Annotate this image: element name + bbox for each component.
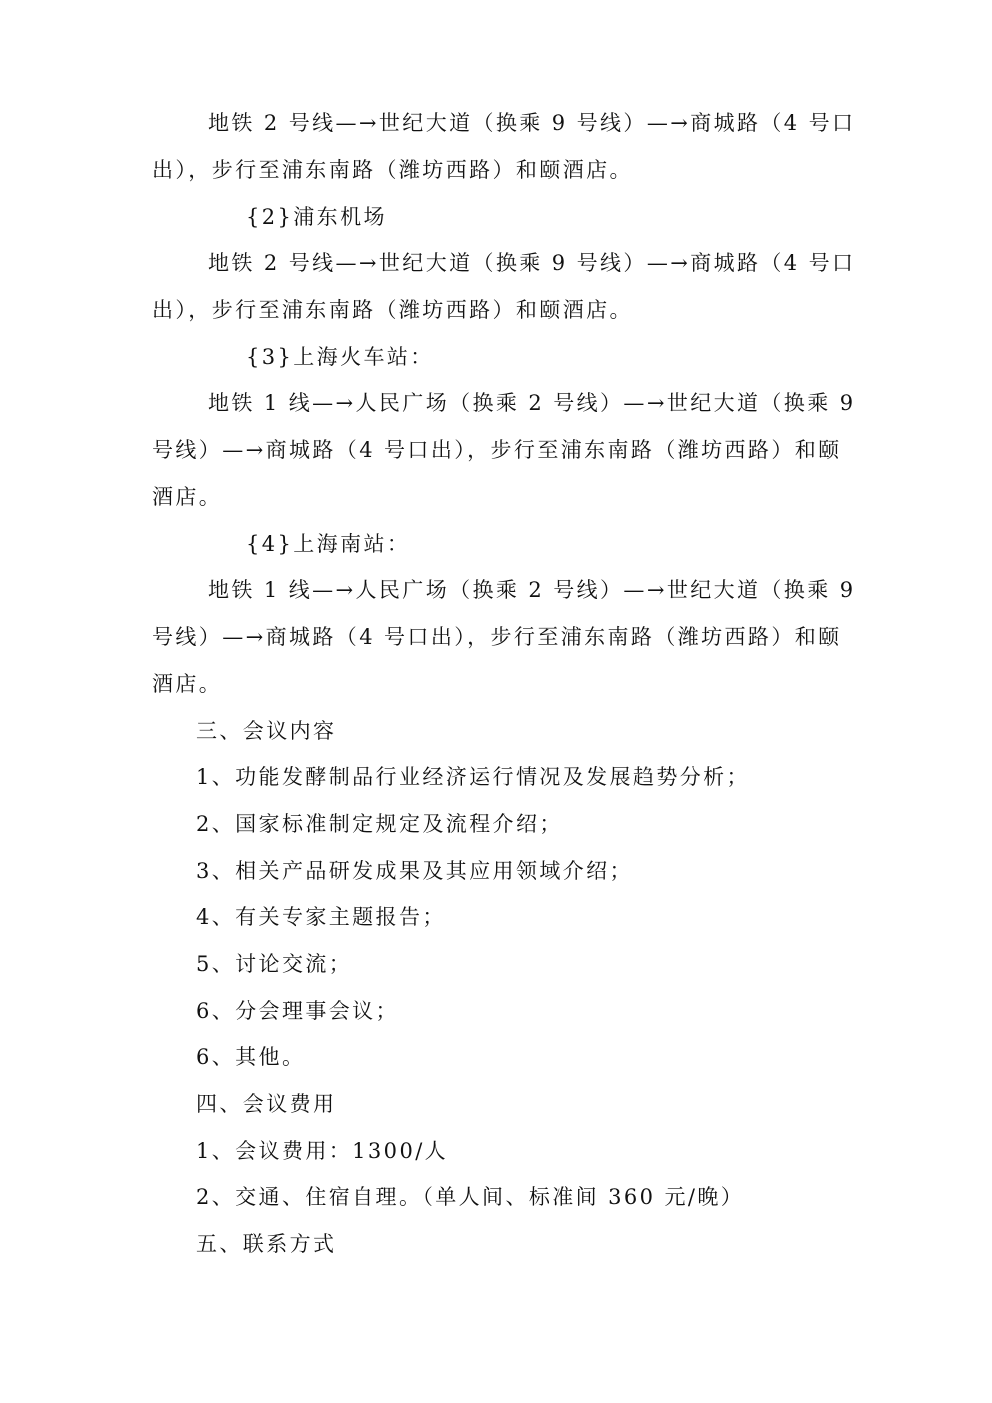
fee-item: 1、会议费用：1300/人 [196,1139,449,1163]
route4-line3: 酒店。 [152,672,223,696]
content-item: 2、国家标准制定规定及流程介绍； [196,812,563,836]
content-item: 4、有关专家主题报告； [196,905,446,929]
route3-line2: 号线）—→商城路（4 号口出），步行至浦东南路（潍坊西路）和颐 [152,438,842,462]
section-heading-contact: 五、联系方式 [196,1232,337,1256]
route4-line2: 号线）—→商城路（4 号口出），步行至浦东南路（潍坊西路）和颐 [152,625,842,649]
route3-line1: 地铁 1 线—→人民广场（换乘 2 号线）—→世纪大道（换乘 9 [208,391,856,415]
content-item: 5、讨论交流； [196,952,353,976]
content-item: 6、其他。 [196,1045,306,1069]
route4-line1: 地铁 1 线—→人民广场（换乘 2 号线）—→世纪大道（换乘 9 [208,578,856,602]
fee-item: 2、交通、住宿自理。（单人间、标准间 360 元/晚） [196,1185,745,1209]
section-heading-fees: 四、会议费用 [196,1092,337,1116]
route1-line2: 出），步行至浦东南路（潍坊西路）和颐酒店。 [152,158,633,182]
route2-line2: 出），步行至浦东南路（潍坊西路）和颐酒店。 [152,298,633,322]
content-item: 1、功能发酵制品行业经济运行情况及发展趋势分析； [196,765,750,789]
content-item: 3、相关产品研发成果及其应用领域介绍； [196,859,633,883]
section-heading-content: 三、会议内容 [196,719,337,743]
content-item: 6、分会理事会议； [196,999,399,1023]
route1-line1: 地铁 2 号线—→世纪大道（换乘 9 号线）—→商城路（4 号口 [208,111,856,135]
route2-heading: {2}浦东机场 [246,205,387,229]
route3-heading: {3}上海火车站： [246,345,434,369]
route3-line3: 酒店。 [152,485,223,509]
route2-line1: 地铁 2 号线—→世纪大道（换乘 9 号线）—→商城路（4 号口 [208,251,856,275]
route4-heading: {4}上海南站： [246,532,411,556]
